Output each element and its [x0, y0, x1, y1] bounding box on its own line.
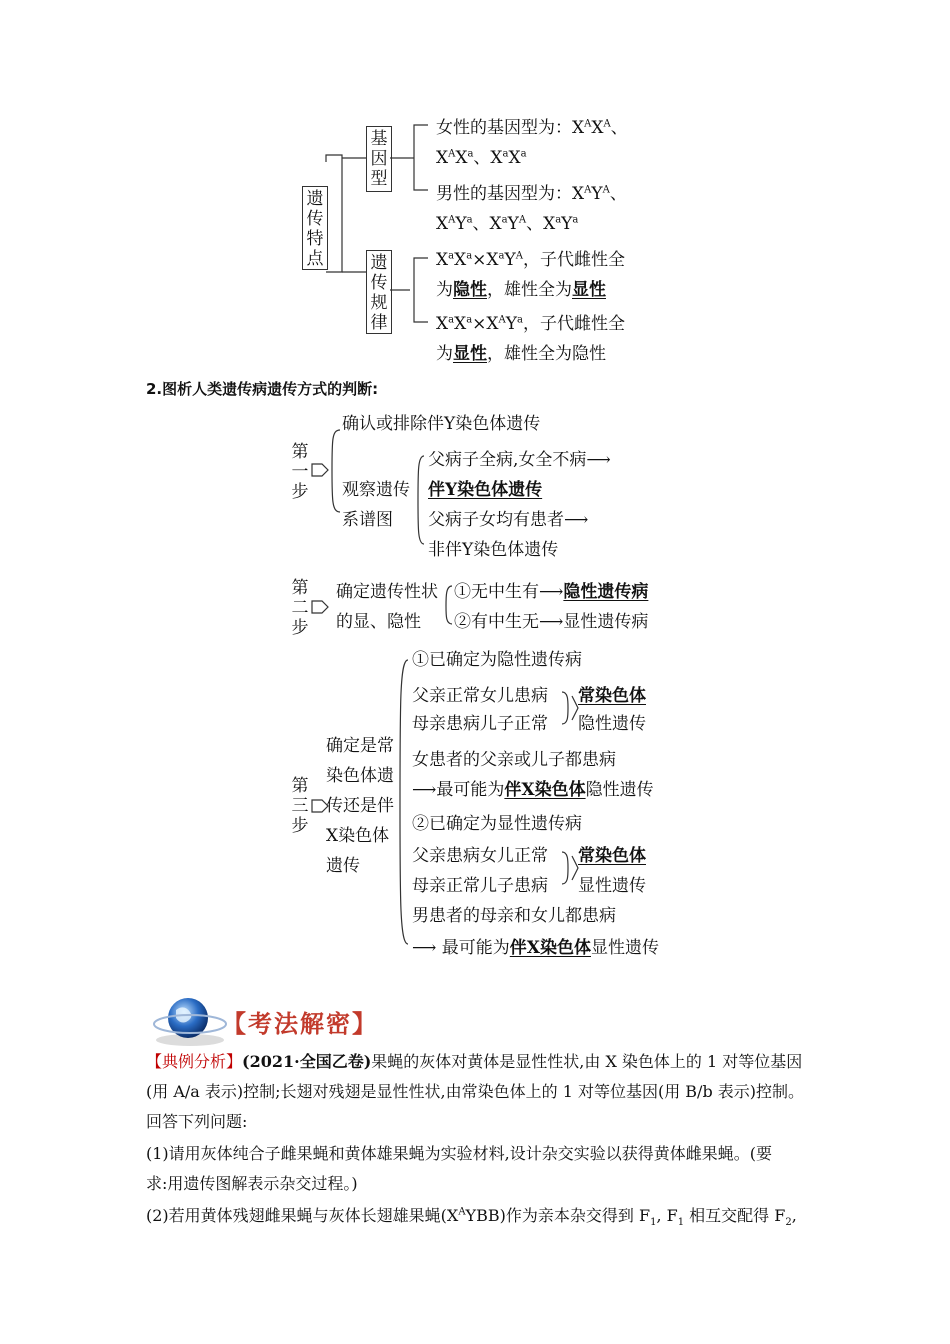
root-label: 遗传特点	[306, 189, 324, 269]
s1-confirm: 确认或排除伴Y染色体遗传	[342, 414, 541, 434]
s3-r-type: 隐性遗传	[578, 714, 646, 734]
s3-q3: 传还是伴	[326, 796, 394, 816]
cross2-dominant: 显性	[453, 344, 487, 364]
s1-a1: 父病子全病,女全不病⟶	[428, 450, 611, 470]
male-genotype-line1: 男性的基因型为：$X^AY^A$、	[436, 184, 627, 204]
s1-a2: 伴Y染色体遗传	[428, 480, 543, 500]
example-line4: (1)请用灰体纯合子雌果蝇和黄体雄果蝇为实验材料,设计杂交实验以获得黄体雌果蝇。(要	[146, 1144, 772, 1163]
s3-d3: 母亲正常儿子患病	[412, 876, 548, 896]
cross1-line2: 为隐性，雄性全为显性	[436, 280, 606, 300]
example-tag: 【典例分析】	[146, 1052, 243, 1071]
step2-label: 第二步	[291, 578, 309, 638]
s3-q1: 确定是常	[326, 736, 394, 756]
example-line6: (2)若用黄体残翅雌果蝇与灰体长翅雄果蝇$(X^AYBB)$作为亲本杂交得到 $F_1$, $F_1$ 相互交配得 $F_2$,	[146, 1206, 797, 1229]
s3-r5: ⟶最可能为伴X染色体隐性遗传	[412, 780, 654, 800]
male-genotype-line2: $X^AY^a$、$X^aY^A$、$X^aY^a$	[436, 214, 579, 234]
law-label: 遗传规律	[370, 253, 388, 333]
cross1-recessive: 隐性	[453, 280, 487, 300]
step1-label: 第一步	[291, 442, 309, 502]
section2-title: 2.图析人类遗传病遗传方式的判断:	[146, 380, 379, 398]
example-line3: 回答下列问题:	[146, 1112, 248, 1131]
cross1-dominant: 显性	[572, 280, 606, 300]
globe-icon	[150, 994, 230, 1050]
s3-d1: ②已确定为显性遗传病	[412, 814, 582, 834]
s3-r-autosomal: 常染色体	[578, 686, 646, 706]
s3-r4: 女患者的父亲或儿子都患病	[412, 750, 616, 770]
s2-determine-1: 确定遗传性状	[336, 582, 438, 602]
s3-d2: 父亲患病女儿正常	[412, 846, 548, 866]
example-line2: (用 A/a 表示)控制;长翅对残翅是显性性状,由常染色体上的 1 对等位基因(用 B/b 表示)控制。	[146, 1082, 805, 1101]
example-line5: 求:用遗传图解表示杂交过程。)	[146, 1174, 358, 1193]
s1-observe-1: 观察遗传	[342, 480, 410, 500]
s3-r1: ①已确定为隐性遗传病	[412, 650, 582, 670]
female-genotype-line1: 女性的基因型为：$X^AX^A$、	[436, 118, 628, 138]
genotype-label: 基因型	[370, 129, 388, 189]
cross2-line1: $X^aX^a\times X^AY^a$，子代雌性全	[436, 314, 625, 334]
s3-r3: 母亲患病儿子正常	[412, 714, 548, 734]
s2-b: ②有中生无⟶显性遗传病	[454, 612, 649, 632]
step3-label: 第三步	[291, 776, 309, 836]
s3-q2: 染色体遗	[326, 766, 394, 786]
s1-b1: 父病子女均有患者⟶	[428, 510, 589, 530]
s3-q4: X染色体	[326, 826, 390, 846]
example-source: (2021·全国乙卷)	[242, 1052, 372, 1071]
s2-a: ①无中生有⟶隐性遗传病	[454, 582, 649, 602]
s2-determine-2: 的显、隐性	[336, 612, 421, 632]
s3-q5: 遗传	[326, 856, 360, 876]
s3-d5: ⟶ 最可能为伴X染色体显性遗传	[412, 938, 659, 958]
cross1-line1: $X^aX^a\times X^aY^A$，子代雌性全	[436, 250, 625, 270]
s3-d-type: 显性遗传	[578, 876, 646, 896]
cross2-line2: 为显性，雄性全为隐性	[436, 344, 606, 364]
s1-observe-2: 系谱图	[342, 510, 393, 530]
s1-b2: 非伴Y染色体遗传	[428, 540, 559, 560]
female-genotype-line2: $X^AX^a$、$X^aX^a$	[436, 148, 527, 168]
s3-r2: 父亲正常女儿患病	[412, 686, 548, 706]
s3-d4: 男患者的母亲和女儿都患病	[412, 906, 616, 926]
s3-d-autosomal: 常染色体	[578, 846, 646, 866]
example-line1: 【典例分析】(2021·全国乙卷)果蝇的灰体对黄体是显性性状,由 X 染色体上的 1 对等位基因	[146, 1052, 803, 1071]
banner-title: 【考法解密】	[222, 1010, 378, 1038]
